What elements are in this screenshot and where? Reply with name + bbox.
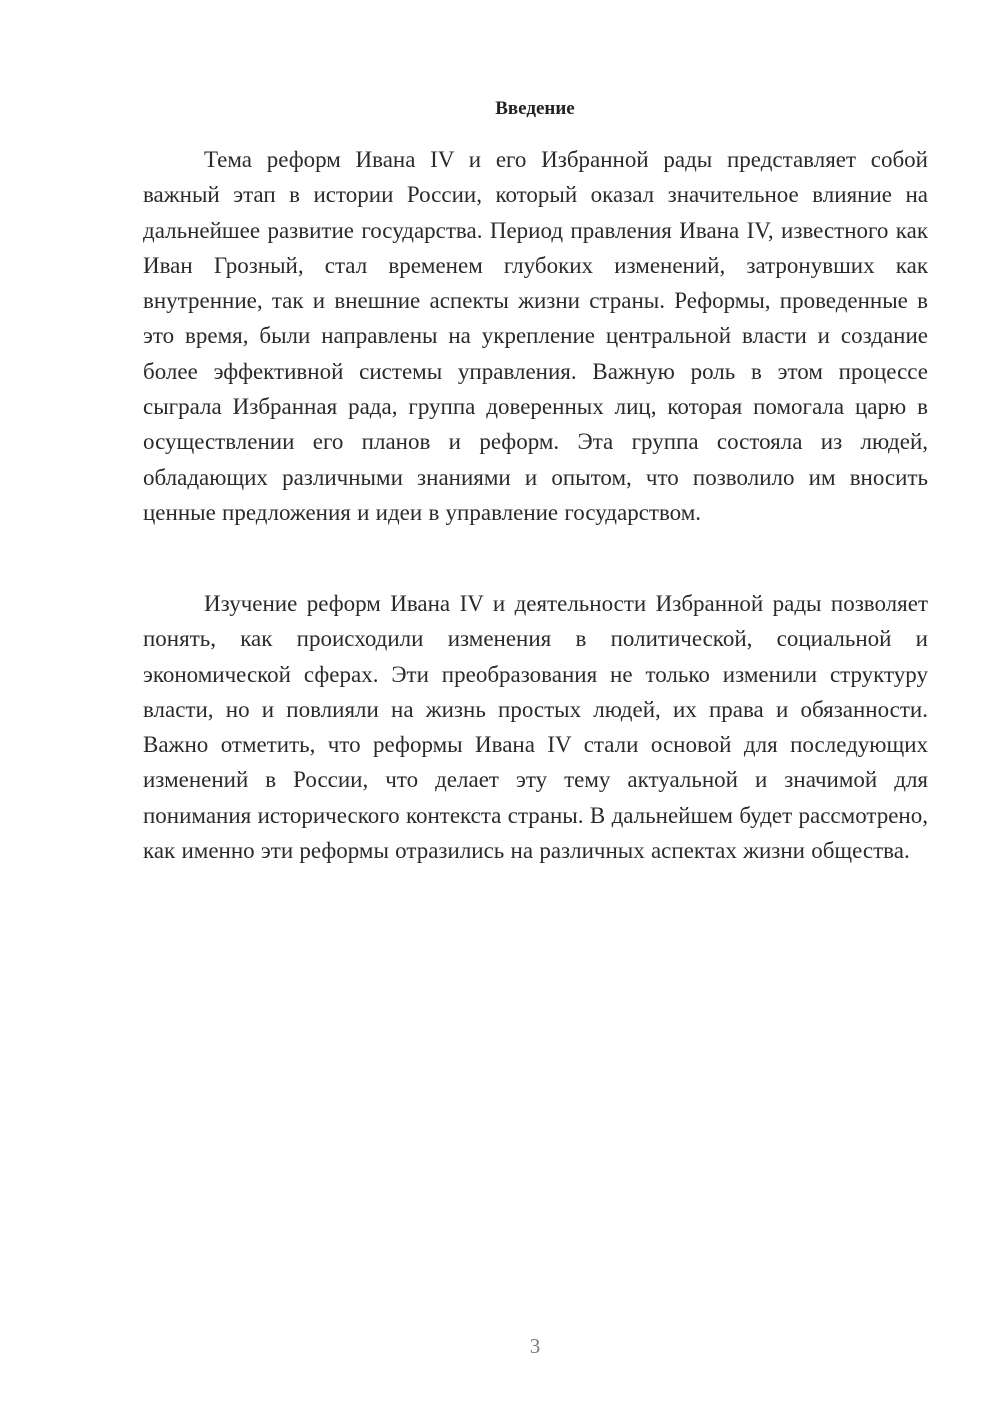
paragraph-1: Тема реформ Ивана IV и его Избранной рады представляет собой важный этап в истории России, который оказал значительное влияние на дальнейшее развитие государства. Период правления Ивана IV, известного как Иван Грозный, стал временем глубоких изменений, затронувших как внутренние, так и внешние аспекты жизни страны. Реформы, проведенные в это время, были направлены на укрепление центральной власти и создание более эффективной системы управления. Важную роль в этом процессе сыграла Избранная рада, группа доверенных лиц, которая помогала царю в осуществлении его планов и реформ. Эта группа состояла из людей, обладающих различными знаниями и опытом, что позволило им вносить ценные предложения и идеи в управление государством. xyxy=(143,147,928,525)
section-heading: Введение xyxy=(495,98,575,119)
page-number: 3 xyxy=(529,1334,541,1358)
paragraph-2: Изучение реформ Ивана IV и деятельности Избранной рады позволяет понять, как происходили изменения в политической, социальной и экономической сферах. Эти преобразования не только изменили структуру власти, но и повлияли на жизнь простых людей, их права и обязанности. Важно отметить, что реформы Ивана IV стали основой для последующих изменений в России, что делает эту тему актуальной и значимой для понимания исторического контекста страны. В дальнейшем будет рассмотрено, как именно эти реформы отразились на различных аспектах жизни общества. xyxy=(143,591,928,864)
